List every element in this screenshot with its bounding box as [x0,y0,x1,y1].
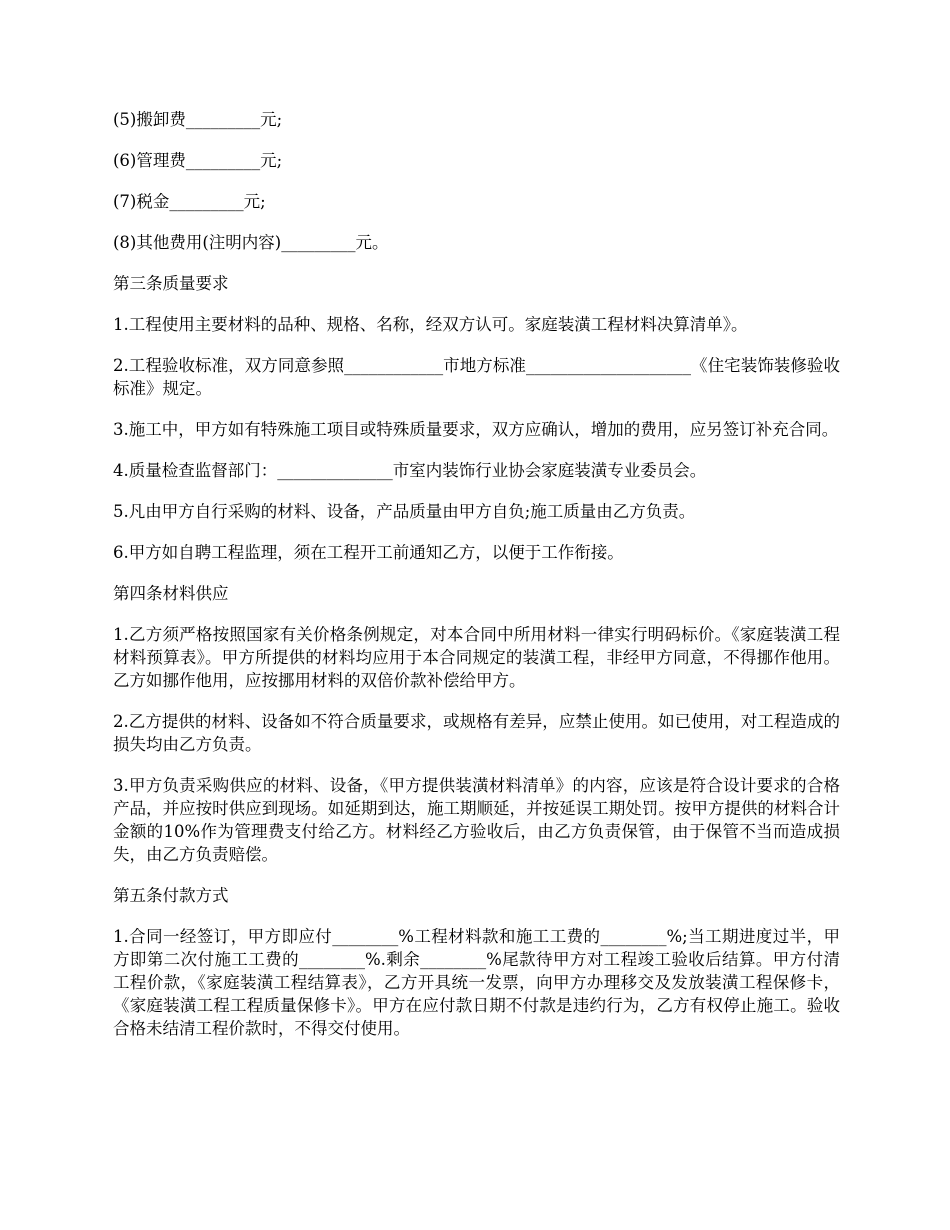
section-heading-3: 第三条质量要求 [113,274,229,293]
fee-item-6: (6)管理费_________元; [113,151,283,170]
section-heading-5: 第五条付款方式 [113,886,229,905]
quality-clause-2: 2.工程验收标准，双方同意参照____________市地方标准____________________《住宅装饰装修验收标准》规定。 [113,356,840,398]
document-page [113,108,840,1058]
material-clause-1: 1.乙方须严格按照国家有关价格条例规定，对本合同中所用材料一律实行明码标价。《家庭装潢工程材料预算表》。甲方所提供的材料均应用于本合同规定的装潢工程，非经甲方同意，不得挪作他用。乙方如挪作他用，应按挪用材料的双倍价款补偿给甲方。 [113,625,840,690]
quality-clause-6: 6.甲方如自聘工程监理，须在工程开工前通知乙方，以便于工作衔接。 [113,543,624,562]
fee-item-7: (7)税金_________元; [113,192,266,211]
payment-clause-1: 1.合同一经签订，甲方即应付________%工程材料款和施工工费的________%;当工期进度过半，甲方即第二次付施工工费的________%.剩余________%尾款待甲方对工程竣工验收后结算。甲方付清工程价款，《家庭装潢工程结算表》，乙方开具统一发票，向甲方办理移交及发放装潢工程保修卡，《家庭装潢工程工程质量保修卡》。甲方在应付款日期不付款是违约行为，乙方有权停止施工。验收合格未结清工程价款时，不得交付使用。 [113,927,840,1038]
material-clause-2: 2.乙方提供的材料、设备如不符合质量要求，或规格有差异，应禁止使用。如已使用，对工程造成的损失均由乙方负责。 [113,712,840,754]
quality-clause-1: 1.工程使用主要材料的品种、规格、名称，经双方认可。家庭装潢工程材料决算清单》。 [113,315,748,334]
fee-item-5: (5)搬卸费_________元; [113,110,283,129]
quality-clause-5: 5.凡由甲方自行采购的材料、设备，产品质量由甲方自负;施工质量由乙方负责。 [113,502,696,521]
material-clause-3: 3.甲方负责采购供应的材料、设备，《甲方提供装潢材料清单》的内容，应该是符合设计要求的合格产品，并应按时供应到现场。如延期到达，施工期顺延，并按延误工期处罚。按甲方提供的材料合计金额的10%作为管理费支付给乙方。材料经乙方验收后，由乙方负责保管，由于保管不当而造成损失，由乙方负责赔偿。 [113,776,840,864]
fee-item-8: (8)其他费用(注明内容)_________元。 [113,233,389,252]
quality-clause-4: 4.质量检查监督部门：______________市室内装饰行业协会家庭装潢专业委员会。 [113,461,707,480]
section-heading-4: 第四条材料供应 [113,584,229,603]
quality-clause-3: 3.施工中，甲方如有特殊施工项目或特殊质量要求，双方应确认，增加的费用，应另签订补充合同。 [113,420,839,439]
